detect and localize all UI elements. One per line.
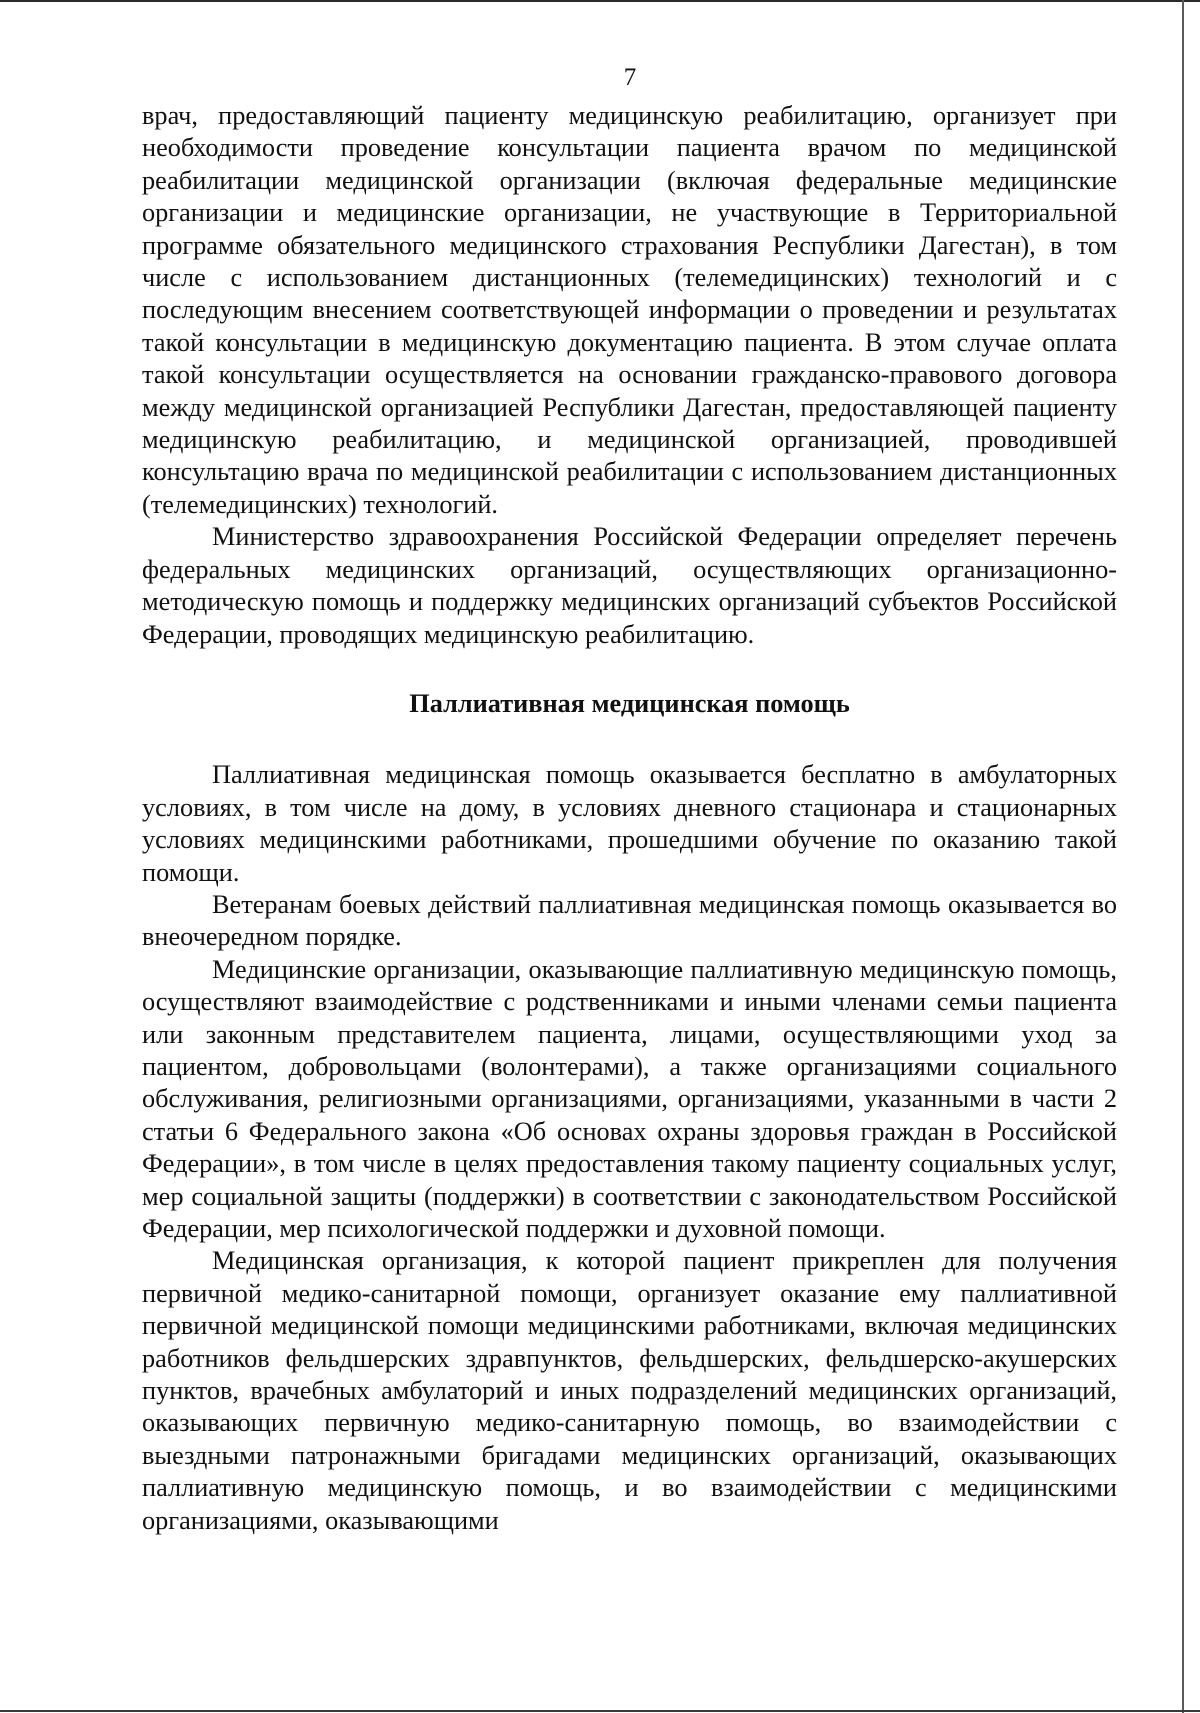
scan-edge-right — [1182, 0, 1184, 1713]
paragraph-ministry-list: Министерство здравоохранения Российской Федерации определяет перечень федеральных медицинских организаций, осуществляющих организационно-методическую помощь и поддержку медицинских организаций субъектов Российской Федерации, проводящих медицинскую реабилитацию. — [142, 522, 1117, 649]
document-body — [142, 100, 1117, 1537]
paragraph-interaction: Медицинские организации, оказывающие паллиативную медицинскую помощь, осуществляют взаимодействие с родственниками и иными членами семьи пациента или законным представителем пациента, лицами, осуществляющими уход за пациентом, добровольцами (волонтерами), а также организациями социального обслуживания, религиозными организациями, организациями, указанными в части 2 статьи 6 Федерального закона «Об основах охраны здоровья граждан в Российской Федерации», в том числе в целях предоставления такому пациенту социальных услуг, мер социальной защиты (поддержки) в соответствии с законодательством Российской Федерации, мер психологической поддержки и духовной помощи. — [142, 954, 1117, 1243]
section-title: Паллиативная медицинская помощь — [409, 688, 850, 718]
paragraph-primary-care: Медицинская организация, к которой пациент прикреплен для получения первичной медико-санитарной помощи, организует оказание ему паллиативной первичной медицинской помощи медицинскими работниками, включая медицинских работников фельдшерских здравпунктов, фельдшерских, фельдшерско-акушерских пунктов, врачебных амбулаторий и иных подразделений медицинских организаций, оказывающих первичную медико-санитарную помощь, во взаимодействии с выездными патронажными бригадами медицинских организаций, оказывающих паллиативную медицинскую помощь, и во взаимодействии с медицинскими организациями, оказывающими — [142, 1246, 1117, 1535]
paragraph-palliative-free: Паллиативная медицинская помощь оказывается бесплатно в амбулаторных условиях, в том числе на дому, в условиях дневного стационара и стационарных условиях медицинскими работниками, прошедшими обучение по оказанию такой помощи. — [142, 760, 1117, 887]
scan-edge-bottom — [0, 1710, 1200, 1712]
page-number: 7 — [623, 64, 637, 91]
paragraph-rehab-consultation: врач, предоставляющий пациенту медицинскую реабилитацию, организует при необходимости проведение консультации пациента врачом по медицинской реабилитации медицинской организации (включая федеральные медицинские организации и медицинские организации, не участвующие в Территориальной программе обязательного медицинского страхования Республики Дагестан), в том числе с использованием дистанционных (телемедицинских) технологий и с последующим внесением соответствующей информации о проведении и результатах такой консультации в медицинскую документацию пациента. В этом случае оплата такой консультации осуществляется на основании гражданско-правового договора между медицинской организацией Республики Дагестан, предоставляющей пациенту медицинскую реабилитацию, и медицинской организацией, проводившей консультацию врача по медицинской реабилитации с использованием дистанционных (телемедицинских) технологий. — [142, 101, 1117, 519]
paragraph-veterans: Ветеранам боевых действий паллиативная медицинская помощь оказывается во внеочередном порядке. — [142, 889, 1117, 952]
scan-edge-top — [0, 0, 1200, 2]
